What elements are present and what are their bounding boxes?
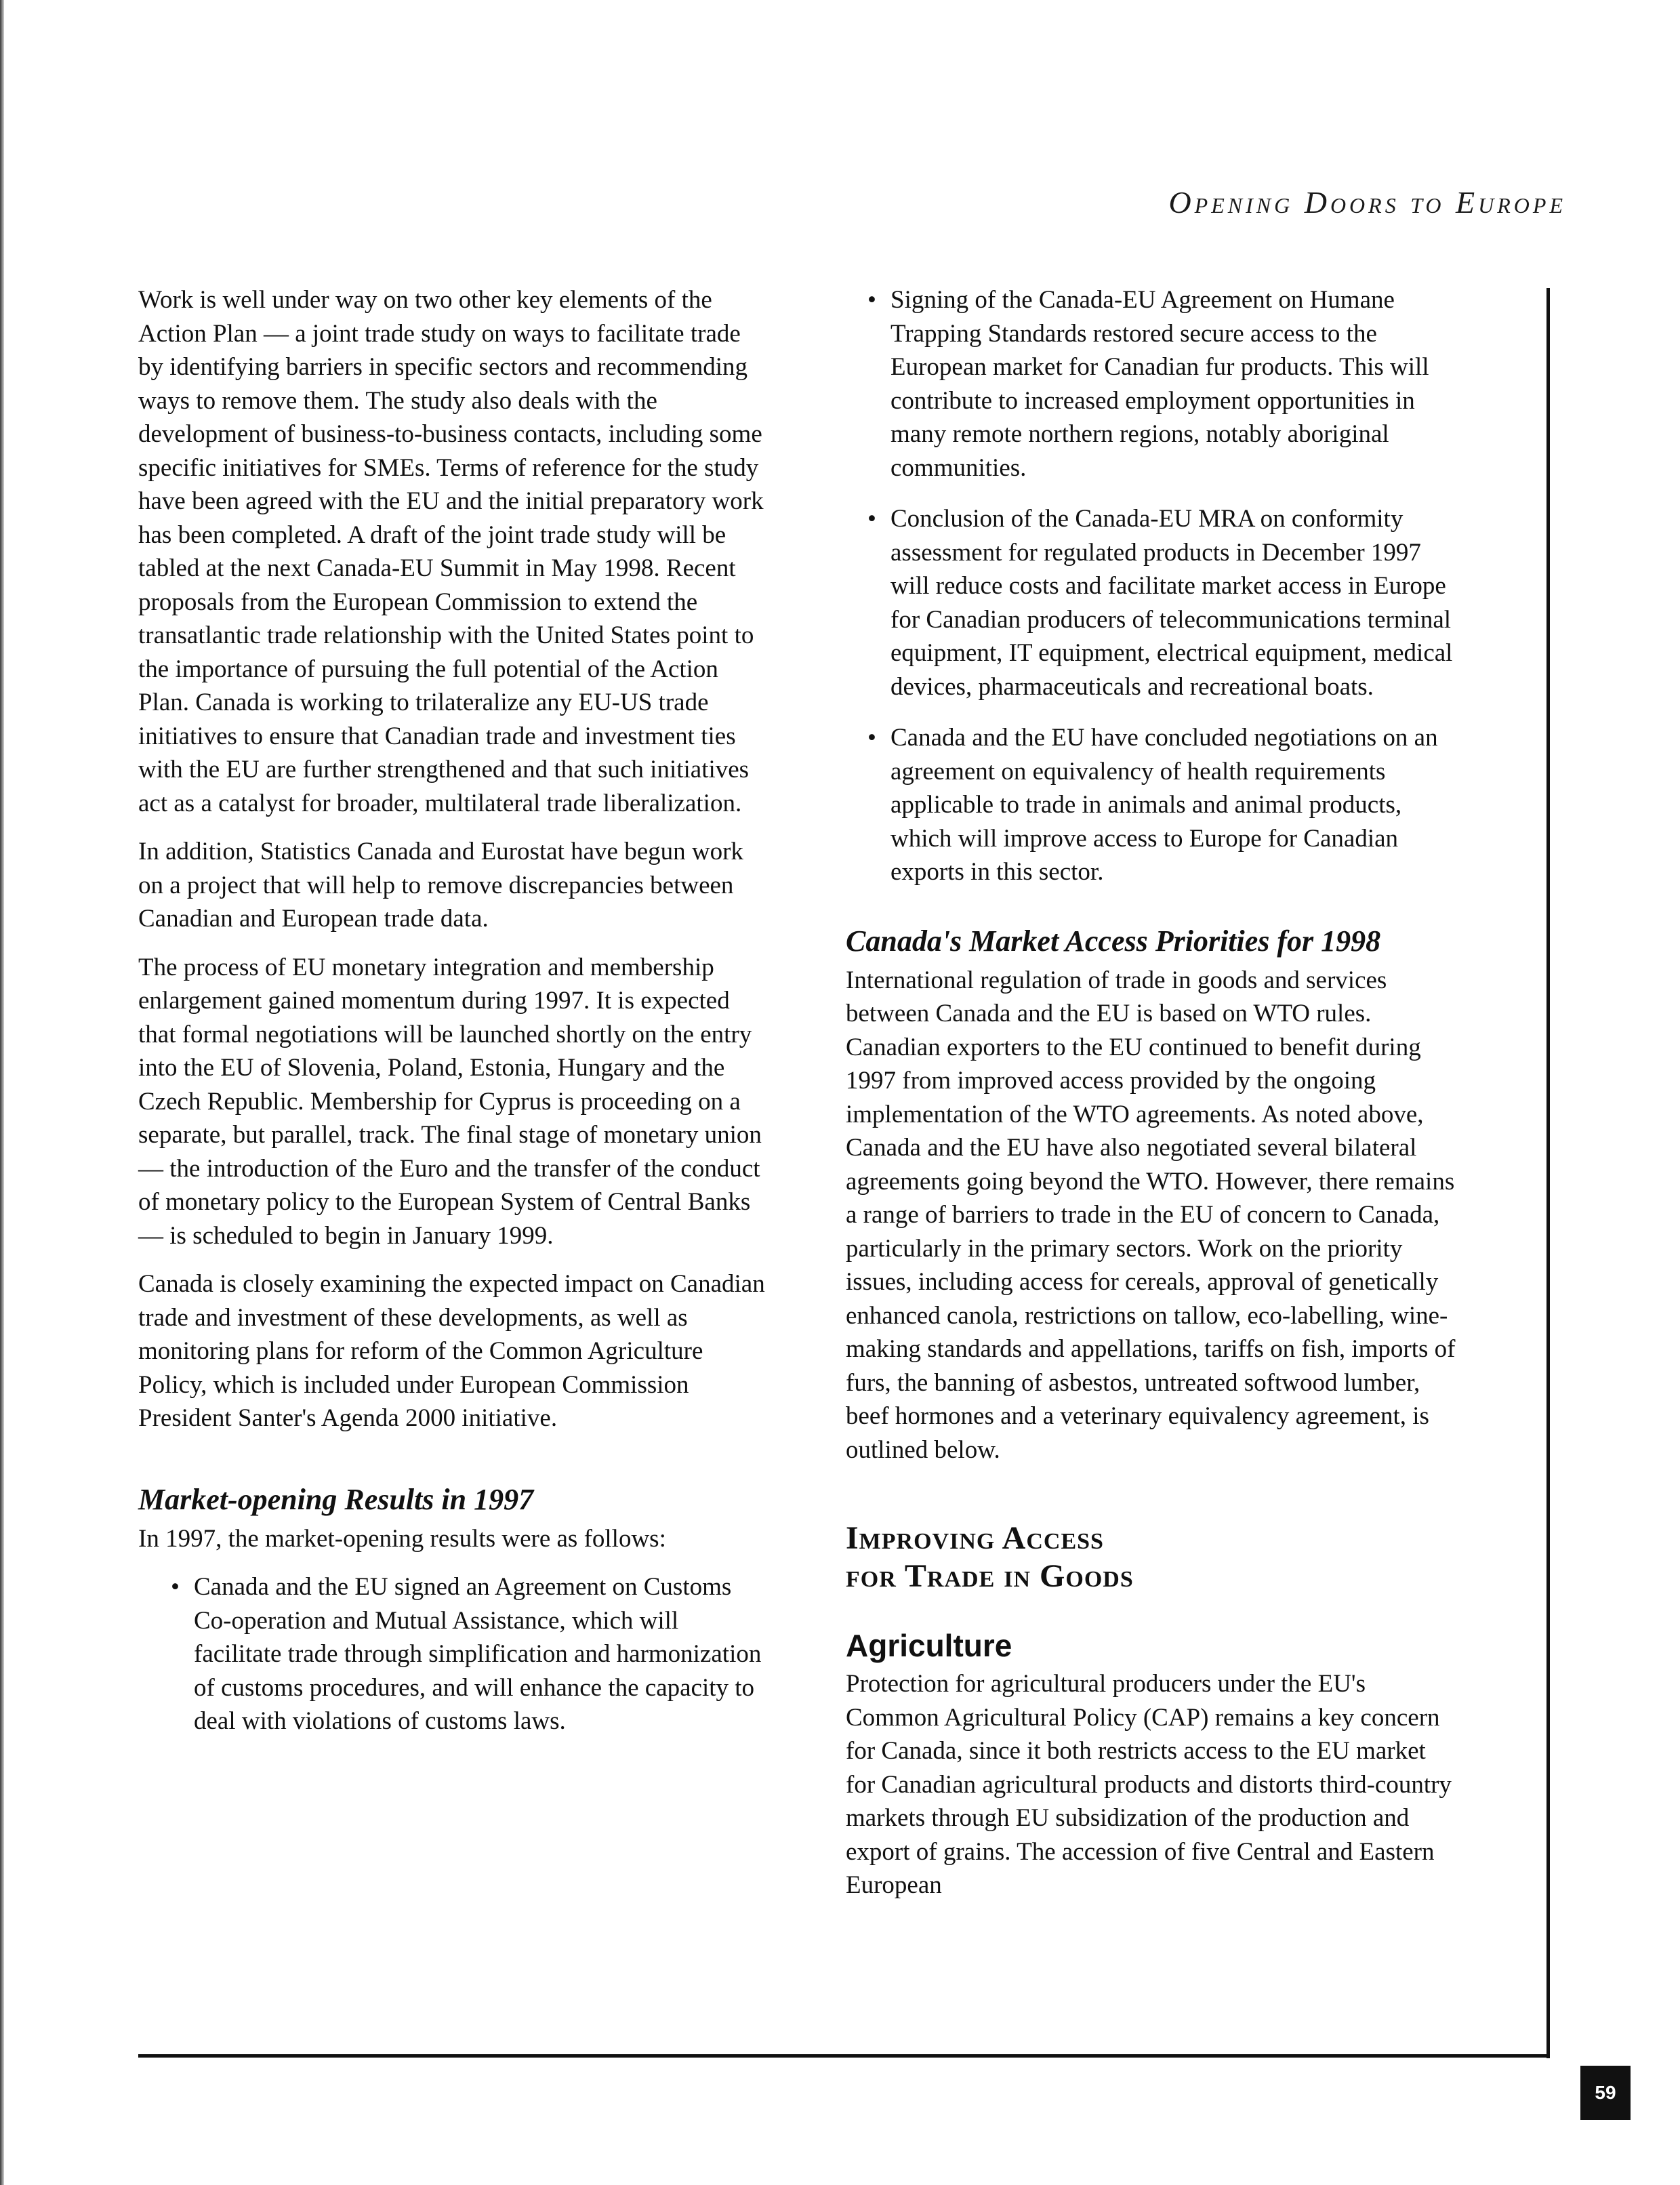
section-heading-improving-access xyxy=(846,1519,1456,1595)
paragraph-wto-rules: International regulation of trade in goods and services between Canada and the EU is based on WTO rules. Canadian exporters to the EU continued to benefit during 1997 from improved access provided by the ongoing implementation of the WTO agreements. As noted above, Canada and the EU have also negotiated several bilateral agreements going beyond the WTO. However, there remains a range of barriers to trade in the EU of concern to Canada, particularly in the primary sectors. Work on the priority issues, including access for cereals, approval of genetically enhanced canola, restrictions on tallow, eco-labelling, wine-making standards and appellations, tariffs on fish, imports of furs, the banning of asbestos, untreated softwood lumber, beef hormones and a veterinary equivalency agreement, is outlined below. xyxy=(846,966,1456,1464)
paragraph-results-intro: In 1997, the market-opening results were as follows: xyxy=(138,1524,666,1553)
list-item: • Signing of the Canada-EU Agreement on Humane Trapping Standards restored secure access to the European market for Canadian fur products. This will contribute to increased employment opportunities in many remote northern regions, notably aboriginal communities. xyxy=(855,283,1456,485)
left-column xyxy=(138,283,769,1756)
list-item: • Canada and the EU have concluded negotiations on an agreement on equivalency of health requirements applicable to trade in animals and animal products, which will improve access to Europe for Canadian exports in this sector. xyxy=(855,721,1456,889)
results-list-right xyxy=(855,283,1456,889)
list-item: • Conclusion of the Canada-EU MRA on conformity assessment for regulated products in December 1997 will reduce costs and facilitate market access in Europe for Canadian producers of telecommunications terminal equipment, IT equipment, electrical equipment, medical devices, pharmaceuticals and recreational boats. xyxy=(855,502,1456,703)
heading-market-access-priorities: Canada's Market Access Priorities for 1998 xyxy=(846,924,1381,958)
page-spine-shadow xyxy=(0,0,4,2185)
results-list-left xyxy=(159,1570,769,1738)
paragraph-agriculture: Protection for agricultural producers under the EU's Common Agricultural Policy (CAP) remains a key concern for Canada, since it both restricts access to the EU market for Canadian agricultural products and distorts third-country markets through EU subsidization of the production and export of grains. The accession of five Central and Eastern European xyxy=(846,1670,1452,1899)
vertical-rule xyxy=(1546,288,1550,2058)
right-column xyxy=(846,283,1456,1917)
list-item: • Canada and the EU signed an Agreement on Customs Co-operation and Mutual Assistance, which will facilitate trade through simplification and harmonization of customs procedures, and will enhance the capacity to deal with violations of customs laws. xyxy=(159,1570,769,1738)
heading-agriculture: Agriculture xyxy=(846,1628,1012,1663)
section-heading-line: Improving Access xyxy=(846,1520,1104,1556)
paragraph-monetary-integration: The process of EU monetary integration and membership enlargement gained momentum during 1997. It is expected that formal negotiations will be launched shortly on the entry into the EU of Slovenia, Poland, Estonia, Hungary and the Czech Republic. Membership for Cyprus is proceeding on a separate, but parallel, track. The final stage of monetary union — the introduction of the Euro and the transfer of the conduct of monetary policy to the European System of Central Banks — is scheduled to begin in January 1999. xyxy=(138,953,762,1250)
section-heading-line: for Trade in Goods xyxy=(846,1558,1134,1594)
heading-market-opening-results: Market-opening Results in 1997 xyxy=(138,1482,534,1516)
paragraph-action-plan: Work is well under way on two other key elements of the Action Plan — a joint trade study on ways to facilitate trade by identifying barriers in specific sectors and recommending ways to remove them. The study also deals with the development of business-to-business contacts, including some specific initiatives for SMEs. Terms of reference for the study have been agreed with the EU and the initial preparatory work has been completed. A draft of the joint trade study will be tabled at the next Canada-EU Summit in May 1998. Recent proposals from the European Commission to extend the transatlantic trade relationship with the United States point to the importance of pursuing the full potential of the Action Plan. Canada is working to trilateralize any EU-US trade initiatives to ensure that Canadian trade and investment ties with the EU are further strengthened and that such initiatives act as a catalyst for broader, multilateral trade liberalization. xyxy=(138,286,764,817)
paragraph-statistics: In addition, Statistics Canada and Eurostat have begun work on a project that will help to remove discrepancies between Canadian and European trade data. xyxy=(138,838,743,933)
running-head: Opening Doors to Europe xyxy=(1168,185,1566,220)
page-number-badge: 59 xyxy=(1580,2066,1631,2120)
paragraph-impact: Canada is closely examining the expected impact on Canadian trade and investment of these developments, as well as monitoring plans for reform of the Common Agriculture Policy, which is included under European Commission President Santer's Agenda 2000 initiative. xyxy=(138,1270,765,1432)
horizontal-rule xyxy=(138,2054,1550,2058)
